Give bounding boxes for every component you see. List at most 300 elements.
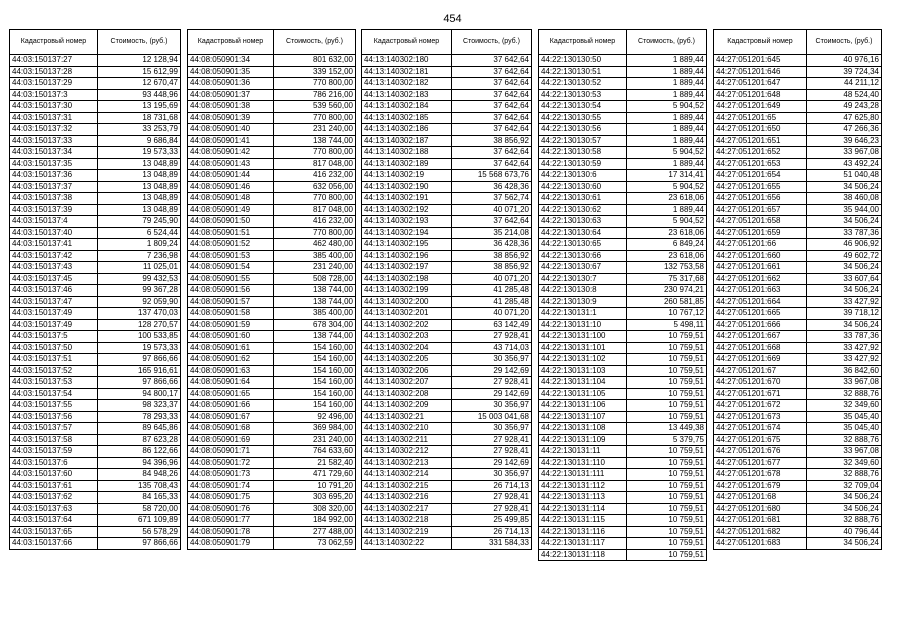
cost-cell: 30 356,97	[452, 400, 532, 412]
cost-cell: 40 071,20	[452, 204, 532, 216]
cost-cell: 33 427,92	[807, 354, 882, 366]
cost-cell: 184 992,00	[274, 515, 356, 527]
table-row	[362, 239, 532, 251]
cadastral-number-cell: 44:08:050901:55	[188, 273, 274, 285]
cadastral-number-cell: 44:03:150137:63	[10, 503, 98, 515]
cadastral-number-cell: 44:27:051201:67	[714, 365, 807, 377]
cadastral-number-cell: 44:08:050901:59	[188, 319, 274, 331]
cost-cell: 35 944,00	[807, 204, 882, 216]
table-row	[362, 285, 532, 297]
cost-cell: 10 759,51	[627, 365, 707, 377]
cost-cell: 34 506,24	[807, 319, 882, 331]
cost-cell: 35 045,40	[807, 423, 882, 435]
cost-cell: 12 670,47	[98, 78, 181, 90]
cost-cell: 13 195,69	[98, 101, 181, 113]
cadastral-number-cell: 44:13:140302:219	[362, 526, 452, 538]
cadastral-number-cell: 44:22:130131:111	[539, 469, 627, 481]
cost-cell: 10 759,51	[627, 400, 707, 412]
cost-cell: 770 800,00	[274, 78, 356, 90]
cadastral-number-cell: 44:22:130131:114	[539, 503, 627, 515]
cadastral-number-cell: 44:08:050901:37	[188, 89, 274, 101]
cost-cell: 10 759,51	[627, 526, 707, 538]
table-row	[10, 515, 181, 527]
cadastral-number-cell: 44:27:051201:676	[714, 446, 807, 458]
cadastral-number-cell: 44:08:050901:76	[188, 503, 274, 515]
cost-cell: 34 506,24	[807, 285, 882, 297]
table-row	[714, 515, 882, 527]
table-row	[539, 457, 707, 469]
cadastral-number-cell: 44:22:130130:55	[539, 112, 627, 124]
cadastral-number-cell: 44:27:051201:654	[714, 170, 807, 182]
cost-cell: 46 906,92	[807, 239, 882, 251]
table-row	[539, 296, 707, 308]
cadastral-number-cell: 44:13:140302:202	[362, 319, 452, 331]
cost-cell: 37 642,64	[452, 147, 532, 159]
table-row	[10, 135, 181, 147]
cost-cell: 154 160,00	[274, 388, 356, 400]
header-cost: Стоимость, (руб.)	[274, 30, 356, 55]
cost-cell: 154 160,00	[274, 342, 356, 354]
cadastral-number-cell: 44:27:051201:646	[714, 66, 807, 78]
cost-cell: 38 856,92	[452, 262, 532, 274]
cadastral-number-cell: 44:22:130131:101	[539, 342, 627, 354]
cost-cell: 93 448,96	[98, 89, 181, 101]
cost-cell: 764 633,60	[274, 446, 356, 458]
cadastral-number-cell: 44:03:150137:50	[10, 342, 98, 354]
table-row	[188, 193, 356, 205]
cadastral-number-cell: 44:13:140302:191	[362, 193, 452, 205]
cadastral-number-cell: 44:08:050901:40	[188, 124, 274, 136]
table-row	[188, 250, 356, 262]
cadastral-number-cell: 44:13:140302:215	[362, 480, 452, 492]
cadastral-number-cell: 44:08:050901:79	[188, 538, 274, 550]
cost-cell: 817 048,00	[274, 158, 356, 170]
cadastral-number-cell: 44:22:130130:60	[539, 181, 627, 193]
cadastral-number-cell: 44:08:050901:38	[188, 101, 274, 113]
cost-cell: 37 642,64	[452, 55, 532, 67]
table-row	[539, 354, 707, 366]
cadastral-number-cell: 44:27:051201:671	[714, 388, 807, 400]
table-row	[10, 411, 181, 423]
cost-cell: 539 560,00	[274, 101, 356, 113]
table-row	[188, 492, 356, 504]
cost-cell: 678 304,00	[274, 319, 356, 331]
cadastral-number-cell: 44:22:130131:113	[539, 492, 627, 504]
cadastral-number-cell: 44:22:130131:112	[539, 480, 627, 492]
cadastral-number-cell: 44:22:130130:67	[539, 262, 627, 274]
cadastral-number-cell: 44:22:130130:62	[539, 204, 627, 216]
table-row	[188, 354, 356, 366]
table-row	[362, 181, 532, 193]
cadastral-number-cell: 44:13:140302:21	[362, 411, 452, 423]
cost-cell: 33 253,79	[98, 124, 181, 136]
cadastral-number-cell: 44:13:140302:216	[362, 492, 452, 504]
cadastral-number-cell: 44:13:140302:204	[362, 342, 452, 354]
cadastral-number-cell: 44:08:050901:49	[188, 204, 274, 216]
table-row	[539, 492, 707, 504]
cadastral-number-cell: 44:22:130131:102	[539, 354, 627, 366]
cost-cell: 331 584,33	[452, 538, 532, 550]
cost-cell: 26 714,13	[452, 526, 532, 538]
cadastral-number-cell: 44:13:140302:22	[362, 538, 452, 550]
table-row	[539, 204, 707, 216]
cost-cell: 39 646,23	[807, 135, 882, 147]
cost-cell: 817 048,00	[274, 204, 356, 216]
cadastral-number-cell: 44:08:050901:57	[188, 296, 274, 308]
table-row	[714, 331, 882, 343]
cost-cell: 78 293,33	[98, 411, 181, 423]
cost-cell: 471 729,60	[274, 469, 356, 481]
cost-cell: 38 856,92	[452, 250, 532, 262]
cost-cell: 34 506,24	[807, 492, 882, 504]
table-row	[714, 135, 882, 147]
table-row	[188, 66, 356, 78]
table-row	[714, 158, 882, 170]
table-row	[714, 193, 882, 205]
table-row	[188, 55, 356, 67]
cost-cell: 48 524,40	[807, 89, 882, 101]
cadastral-number-cell: 44:08:050901:52	[188, 239, 274, 251]
cadastral-number-cell: 44:13:140302:214	[362, 469, 452, 481]
table-row	[10, 308, 181, 320]
cost-cell: 10 759,51	[627, 549, 707, 561]
cadastral-number-cell: 44:27:051201:677	[714, 457, 807, 469]
table-row	[188, 469, 356, 481]
table-row	[714, 377, 882, 389]
table-row	[188, 319, 356, 331]
table-row	[539, 193, 707, 205]
table-row	[539, 216, 707, 228]
cadastral-number-cell: 44:22:130131:10	[539, 319, 627, 331]
table-row	[188, 216, 356, 228]
cadastral-number-cell: 44:08:050901:54	[188, 262, 274, 274]
cadastral-number-cell: 44:03:150137:36	[10, 170, 98, 182]
cadastral-number-cell: 44:08:050901:71	[188, 446, 274, 458]
cadastral-number-cell: 44:27:051201:672	[714, 400, 807, 412]
cost-cell: 29 142,69	[452, 457, 532, 469]
table-row	[714, 78, 882, 90]
table-row	[714, 319, 882, 331]
cost-cell: 58 720,00	[98, 503, 181, 515]
table-row	[714, 480, 882, 492]
table-row	[362, 66, 532, 78]
cost-cell: 10 759,51	[627, 503, 707, 515]
cadastral-number-cell: 44:22:130130:63	[539, 216, 627, 228]
cadastral-number-cell: 44:03:150137:29	[10, 78, 98, 90]
cadastral-number-cell: 44:22:130130:54	[539, 101, 627, 113]
table-row	[714, 388, 882, 400]
table-row	[10, 227, 181, 239]
cost-cell: 231 240,00	[274, 434, 356, 446]
cost-cell: 36 428,36	[452, 239, 532, 251]
cost-cell: 29 142,69	[452, 365, 532, 377]
cost-cell: 38 856,92	[452, 135, 532, 147]
table-row	[10, 538, 181, 550]
cost-cell: 99 432,53	[98, 273, 181, 285]
cadastral-number-cell: 44:08:050901:50	[188, 216, 274, 228]
cost-cell: 32 888,76	[807, 434, 882, 446]
cadastral-number-cell: 44:27:051201:675	[714, 434, 807, 446]
cadastral-number-cell: 44:08:050901:66	[188, 400, 274, 412]
table-row	[10, 377, 181, 389]
cost-cell: 33 967,08	[807, 446, 882, 458]
cadastral-number-cell: 44:27:051201:664	[714, 296, 807, 308]
cadastral-number-cell: 44:03:150137:47	[10, 296, 98, 308]
cadastral-number-cell: 44:27:051201:670	[714, 377, 807, 389]
cadastral-number-cell: 44:22:130131:104	[539, 377, 627, 389]
cadastral-number-cell: 44:03:150137:57	[10, 423, 98, 435]
cost-cell: 10 791,20	[274, 480, 356, 492]
cost-cell: 33 787,36	[807, 227, 882, 239]
table-row	[362, 515, 532, 527]
cadastral-number-cell: 44:03:150137:45	[10, 273, 98, 285]
cost-cell: 33 427,92	[807, 342, 882, 354]
cost-cell: 138 744,00	[274, 135, 356, 147]
cadastral-table-4	[538, 29, 707, 561]
cost-cell: 1 889,44	[627, 78, 707, 90]
table-row	[10, 331, 181, 343]
table-row	[188, 446, 356, 458]
table-row	[188, 124, 356, 136]
table-row	[188, 273, 356, 285]
cadastral-number-cell: 44:13:140302:208	[362, 388, 452, 400]
table-row	[10, 354, 181, 366]
cost-cell: 37 642,64	[452, 216, 532, 228]
cost-cell: 89 645,86	[98, 423, 181, 435]
cost-cell: 38 460,08	[807, 193, 882, 205]
cadastral-number-cell: 44:03:150137:43	[10, 262, 98, 274]
cadastral-number-cell: 44:27:051201:651	[714, 135, 807, 147]
table-row	[10, 388, 181, 400]
cost-cell: 11 025,01	[98, 262, 181, 274]
table-row	[188, 227, 356, 239]
cadastral-number-cell: 44:08:050901:42	[188, 147, 274, 159]
table-row	[539, 526, 707, 538]
table-row	[539, 388, 707, 400]
cost-cell: 30 356,97	[452, 423, 532, 435]
cost-cell: 135 708,43	[98, 480, 181, 492]
cadastral-number-cell: 44:13:140302:199	[362, 285, 452, 297]
cadastral-number-cell: 44:03:150137:46	[10, 285, 98, 297]
cost-cell: 43 492,24	[807, 158, 882, 170]
cadastral-number-cell: 44:27:051201:656	[714, 193, 807, 205]
table-row	[188, 434, 356, 446]
table-row	[10, 55, 181, 67]
cadastral-number-cell: 44:27:051201:650	[714, 124, 807, 136]
cadastral-number-cell: 44:22:130131:103	[539, 365, 627, 377]
table-row	[10, 285, 181, 297]
cost-cell: 10 759,51	[627, 469, 707, 481]
table-row	[10, 480, 181, 492]
cost-cell: 41 285,48	[452, 285, 532, 297]
table-row	[714, 66, 882, 78]
cost-cell: 23 618,06	[627, 227, 707, 239]
cost-cell: 23 618,06	[627, 193, 707, 205]
table-row	[539, 342, 707, 354]
table-row	[539, 331, 707, 343]
cadastral-number-cell: 44:27:051201:683	[714, 538, 807, 550]
table-row	[362, 262, 532, 274]
table-row	[188, 101, 356, 113]
cost-cell: 98 323,37	[98, 400, 181, 412]
cost-cell: 35 214,08	[452, 227, 532, 239]
cost-cell: 671 109,89	[98, 515, 181, 527]
cost-cell: 416 232,00	[274, 170, 356, 182]
cost-cell: 44 211,12	[807, 78, 882, 90]
cadastral-number-cell: 44:13:140302:185	[362, 112, 452, 124]
cost-cell: 56 578,29	[98, 526, 181, 538]
table-row	[10, 78, 181, 90]
table-row	[188, 296, 356, 308]
cost-cell: 10 767,12	[627, 308, 707, 320]
cadastral-number-cell: 44:08:050901:67	[188, 411, 274, 423]
table-row	[539, 423, 707, 435]
table-row	[362, 227, 532, 239]
table-row	[362, 446, 532, 458]
table-row	[539, 411, 707, 423]
cadastral-number-cell: 44:22:130130:66	[539, 250, 627, 262]
cost-cell: 6 849,24	[627, 239, 707, 251]
table-row	[10, 446, 181, 458]
cost-cell: 1 889,44	[627, 89, 707, 101]
table-row	[714, 227, 882, 239]
cost-cell: 632 056,00	[274, 181, 356, 193]
table-row	[10, 296, 181, 308]
table-row	[188, 78, 356, 90]
table-row	[10, 239, 181, 251]
cadastral-number-cell: 44:27:051201:665	[714, 308, 807, 320]
cost-cell: 27 928,41	[452, 377, 532, 389]
table-row	[362, 78, 532, 90]
cadastral-number-cell: 44:03:150137:65	[10, 526, 98, 538]
cadastral-number-cell: 44:22:130131:11	[539, 446, 627, 458]
cadastral-number-cell: 44:22:130130:57	[539, 135, 627, 147]
table-row	[362, 365, 532, 377]
cadastral-number-cell: 44:22:130131:116	[539, 526, 627, 538]
cost-cell: 231 240,00	[274, 262, 356, 274]
cadastral-number-cell: 44:03:150137:58	[10, 434, 98, 446]
cost-cell: 1 889,44	[627, 158, 707, 170]
table-row	[539, 227, 707, 239]
table-row	[539, 273, 707, 285]
table-row	[714, 101, 882, 113]
table-row	[362, 503, 532, 515]
cadastral-number-cell: 44:27:051201:655	[714, 181, 807, 193]
cost-cell: 15 568 673,76	[452, 170, 532, 182]
cadastral-number-cell: 44:03:150137:35	[10, 158, 98, 170]
cost-cell: 37 642,64	[452, 124, 532, 136]
cadastral-number-cell: 44:22:130131:115	[539, 515, 627, 527]
cadastral-number-cell: 44:03:150137:53	[10, 377, 98, 389]
table-row	[362, 423, 532, 435]
cadastral-number-cell: 44:13:140302:218	[362, 515, 452, 527]
table-row	[714, 262, 882, 274]
table-row	[362, 400, 532, 412]
cadastral-number-cell: 44:03:150137:31	[10, 112, 98, 124]
cadastral-number-cell: 44:08:050901:78	[188, 526, 274, 538]
cadastral-number-cell: 44:13:140302:193	[362, 216, 452, 228]
cadastral-number-cell: 44:27:051201:659	[714, 227, 807, 239]
cost-cell: 138 744,00	[274, 296, 356, 308]
cost-cell: 51 040,48	[807, 170, 882, 182]
table-row	[539, 308, 707, 320]
cadastral-number-cell: 44:08:050901:77	[188, 515, 274, 527]
table-row	[10, 204, 181, 216]
cost-cell: 99 367,28	[98, 285, 181, 297]
cadastral-number-cell: 44:03:150137:49	[10, 308, 98, 320]
cadastral-number-cell: 44:08:050901:72	[188, 457, 274, 469]
cadastral-number-cell: 44:27:051201:662	[714, 273, 807, 285]
table-row	[10, 170, 181, 182]
cadastral-number-cell: 44:08:050901:60	[188, 331, 274, 343]
cost-cell: 36 842,60	[807, 365, 882, 377]
cost-cell: 308 320,00	[274, 503, 356, 515]
table-row	[188, 457, 356, 469]
cadastral-number-cell: 44:08:050901:68	[188, 423, 274, 435]
cost-cell: 32 888,76	[807, 515, 882, 527]
table-row	[539, 549, 707, 561]
cadastral-number-cell: 44:03:150137:66	[10, 538, 98, 550]
cost-cell: 27 928,41	[452, 503, 532, 515]
cost-cell: 15 003 041,68	[452, 411, 532, 423]
cadastral-table-3	[361, 29, 532, 550]
cost-cell: 37 642,64	[452, 101, 532, 113]
table-row	[362, 538, 532, 550]
cost-cell: 32 709,04	[807, 480, 882, 492]
cost-cell: 154 160,00	[274, 354, 356, 366]
cadastral-number-cell: 44:08:050901:35	[188, 66, 274, 78]
cadastral-number-cell: 44:13:140302:19	[362, 170, 452, 182]
table-row	[539, 112, 707, 124]
table-row	[714, 503, 882, 515]
cadastral-number-cell: 44:27:051201:68	[714, 492, 807, 504]
cadastral-number-cell: 44:03:150137:54	[10, 388, 98, 400]
cadastral-number-cell: 44:08:050901:46	[188, 181, 274, 193]
cadastral-number-cell: 44:08:050901:75	[188, 492, 274, 504]
cadastral-number-cell: 44:13:140302:200	[362, 296, 452, 308]
cost-cell: 5 498,11	[627, 319, 707, 331]
cadastral-number-cell: 44:22:130130:64	[539, 227, 627, 239]
cadastral-number-cell: 44:22:130130:7	[539, 273, 627, 285]
cadastral-table-5	[713, 29, 882, 550]
cost-cell: 30 356,97	[452, 469, 532, 481]
table-row	[362, 101, 532, 113]
cadastral-number-cell: 44:13:140302:212	[362, 446, 452, 458]
cost-cell: 5 379,75	[627, 434, 707, 446]
cadastral-number-cell: 44:08:050901:41	[188, 135, 274, 147]
cost-cell: 40 071,20	[452, 308, 532, 320]
table-row	[539, 55, 707, 67]
cadastral-number-cell: 44:08:050901:74	[188, 480, 274, 492]
table-row	[539, 66, 707, 78]
cost-cell: 37 642,64	[452, 78, 532, 90]
cadastral-number-cell: 44:03:150137:32	[10, 124, 98, 136]
table-row	[539, 400, 707, 412]
page-number: 454	[443, 13, 462, 25]
cost-cell: 34 506,24	[807, 538, 882, 550]
table-row	[188, 262, 356, 274]
cadastral-number-cell: 44:03:150137:52	[10, 365, 98, 377]
cadastral-number-cell: 44:13:140302:210	[362, 423, 452, 435]
table-row	[714, 423, 882, 435]
table-row	[362, 319, 532, 331]
table-row	[188, 147, 356, 159]
table-row	[10, 423, 181, 435]
table-row	[188, 388, 356, 400]
cost-cell: 5 904,52	[627, 147, 707, 159]
table-row	[714, 469, 882, 481]
cadastral-number-cell: 44:08:050901:44	[188, 170, 274, 182]
